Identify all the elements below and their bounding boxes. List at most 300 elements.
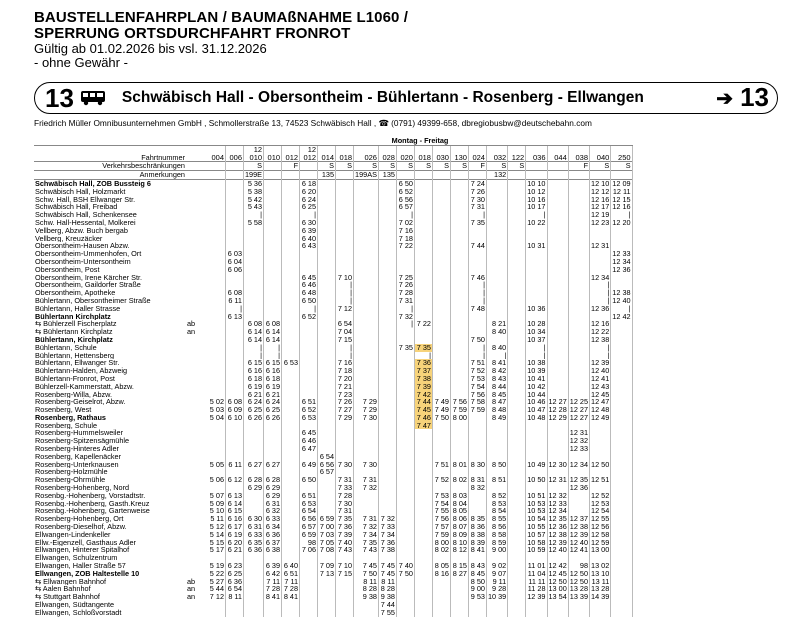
- time-cell: [244, 429, 264, 437]
- time-cell: 8 02: [450, 476, 468, 484]
- time-cell: [244, 445, 264, 453]
- time-cell: [208, 289, 226, 297]
- time-cell: 12 50: [548, 577, 567, 586]
- time-cell: [414, 445, 432, 453]
- time-cell: 8 38: [468, 531, 486, 539]
- fahrt-prefix-row: [34, 145, 632, 153]
- time-cell: [432, 203, 450, 211]
- time-cell: [244, 570, 264, 578]
- time-cell: 6 19: [244, 383, 264, 391]
- time-cell: [282, 227, 300, 235]
- time-cell: [611, 523, 632, 531]
- time-cell: [450, 609, 468, 617]
- time-cell: 8 30: [468, 461, 486, 469]
- time-cell: [378, 359, 396, 367]
- time-cell: [508, 344, 526, 352]
- time-cell: 7 58: [468, 398, 486, 406]
- time-cell: [508, 305, 526, 313]
- time-cell: [486, 258, 507, 266]
- time-cell: [378, 313, 396, 321]
- time-cell: [282, 203, 300, 211]
- time-cell: [208, 235, 226, 243]
- time-cell: 7 45: [354, 562, 379, 570]
- time-cell: 6 15: [244, 359, 264, 367]
- time-cell: [486, 219, 507, 227]
- time-cell: 7 45: [414, 406, 432, 414]
- time-cell: [354, 453, 379, 461]
- time-cell: 6 25: [244, 406, 264, 414]
- time-cell: 6 28: [244, 476, 264, 484]
- time-cell: [208, 468, 226, 476]
- time-cell: [354, 274, 379, 282]
- time-cell: 8 05: [432, 562, 450, 570]
- time-cell: 5 42: [244, 196, 264, 204]
- verkehr-cell: [226, 162, 244, 171]
- time-cell: [226, 196, 244, 204]
- time-cell: [590, 468, 611, 476]
- time-cell: 5 15: [209, 538, 224, 547]
- time-cell: 7 06: [300, 546, 318, 554]
- time-cell: [264, 609, 282, 617]
- time-cell: [318, 344, 336, 352]
- time-cell: [432, 242, 450, 250]
- time-cell: [547, 250, 568, 258]
- time-cell: [468, 313, 486, 321]
- header-line-2: SPERRUNG ORTSDURCHFAHRT FRONROT: [34, 25, 351, 42]
- time-cell: [450, 578, 468, 586]
- time-cell: 12 09: [612, 179, 631, 188]
- time-cell: 13 39: [569, 593, 589, 602]
- time-cell: 8 45: [486, 391, 507, 399]
- time-cell: [590, 484, 611, 492]
- time-cell: [486, 601, 507, 609]
- time-cell: [318, 492, 336, 500]
- verkehr-cell: [300, 162, 318, 171]
- fahrt-number-cell: 040: [590, 154, 611, 162]
- anmerkung-cell: [547, 171, 568, 180]
- time-cell: [486, 422, 507, 430]
- time-cell: [526, 297, 547, 305]
- time-cell: [336, 609, 354, 617]
- stop-name: Bühlertann, Obersontheimer Straße: [35, 296, 151, 305]
- stop-name: Schwäbisch Hall, Freibad: [35, 203, 118, 212]
- time-cell: [264, 179, 282, 187]
- time-cell: [432, 375, 450, 383]
- time-cell: [336, 429, 354, 437]
- time-cell: [526, 422, 547, 430]
- time-cell: [226, 242, 244, 250]
- time-cell: 12 34: [569, 460, 589, 469]
- time-cell: 12 37: [569, 515, 589, 524]
- time-cell: 7 15: [336, 336, 354, 344]
- time-cell: [611, 570, 632, 578]
- time-cell: [432, 313, 450, 321]
- time-cell: [378, 476, 396, 484]
- time-cell: [300, 468, 318, 476]
- time-cell: 7 34: [354, 531, 379, 539]
- time-cell: 12 38: [591, 335, 610, 344]
- arr-dep-marker: [186, 539, 208, 547]
- arr-dep-marker: [186, 235, 208, 243]
- time-cell: [244, 422, 264, 430]
- time-cell: [318, 422, 336, 430]
- time-cell: [508, 320, 526, 328]
- time-cell: 10 50: [527, 476, 546, 485]
- time-cell: |: [611, 211, 632, 219]
- operator-info: Friedrich Müller Omnibusunternehmen GmbH , Schmollerstraße 13, 74523 Schwäbisch Hall , ☎ (0791) 49399-658, dbregiobusbw@deutschebahn.com: [34, 118, 592, 128]
- table-row: [34, 593, 632, 601]
- time-cell: [414, 601, 432, 609]
- arr-dep-marker: [186, 507, 208, 515]
- time-cell: 7 16: [336, 359, 354, 367]
- time-cell: [450, 429, 468, 437]
- time-cell: 7 43: [336, 546, 354, 554]
- time-cell: 12 58: [591, 530, 610, 539]
- time-cell: |: [244, 344, 264, 352]
- time-cell: [486, 281, 507, 289]
- time-cell: 6 36: [264, 531, 282, 539]
- table-row: [34, 344, 632, 352]
- time-cell: 6 15: [226, 507, 244, 515]
- spacer-cell: [186, 162, 208, 171]
- time-cell: [526, 437, 547, 445]
- arr-dep-marker: [186, 437, 208, 445]
- time-cell: [318, 289, 336, 297]
- time-cell: [354, 313, 379, 321]
- time-cell: 7 27: [336, 406, 354, 414]
- time-cell: [208, 313, 226, 321]
- time-cell: [508, 188, 526, 196]
- time-cell: [414, 274, 432, 282]
- time-cell: [396, 266, 414, 274]
- time-cell: [244, 227, 264, 235]
- time-cell: [547, 188, 568, 196]
- fahrt-number-cell: 036: [526, 154, 547, 162]
- time-cell: [526, 258, 547, 266]
- time-cell: [354, 601, 379, 609]
- time-cell: [450, 242, 468, 250]
- arr-dep-marker: [186, 297, 208, 305]
- timetable: [34, 137, 633, 617]
- time-cell: [611, 367, 632, 375]
- time-cell: [318, 328, 336, 336]
- arr-dep-marker: [186, 476, 208, 484]
- time-cell: 12 34: [548, 507, 567, 516]
- time-cell: [378, 320, 396, 328]
- time-cell: 12 23: [591, 218, 610, 227]
- time-cell: [354, 609, 379, 617]
- time-cell: 13 02: [591, 562, 610, 570]
- anmerkung-cell: [611, 171, 632, 180]
- time-cell: 7 24: [468, 179, 486, 187]
- time-cell: [486, 203, 507, 211]
- time-cell: [336, 601, 354, 609]
- time-cell: [508, 484, 526, 492]
- time-cell: 10 34: [527, 328, 546, 336]
- time-cell: 6 14: [264, 336, 282, 344]
- time-cell: [547, 554, 568, 562]
- time-cell: 7 37: [414, 367, 432, 375]
- time-cell: [378, 344, 396, 352]
- time-cell: [396, 539, 414, 547]
- time-cell: [354, 258, 379, 266]
- time-cell: [486, 305, 507, 313]
- time-cell: [468, 500, 486, 508]
- time-cell: [468, 507, 486, 515]
- time-cell: [508, 578, 526, 586]
- stop-name: Bühlertann, Ellwanger Str.: [35, 359, 120, 368]
- time-cell: 9 11: [486, 578, 507, 586]
- time-cell: [244, 242, 264, 250]
- time-cell: [450, 445, 468, 453]
- time-cell: 8 41: [264, 593, 282, 601]
- time-cell: [508, 266, 526, 274]
- time-cell: 12 32: [548, 491, 567, 500]
- time-cell: 8 00: [432, 539, 450, 547]
- time-cell: [568, 305, 589, 313]
- time-cell: [432, 437, 450, 445]
- time-cell: 8 02: [432, 546, 450, 554]
- time-cell: [300, 359, 318, 367]
- timetable-header: [34, 10, 774, 70]
- time-cell: [547, 601, 568, 609]
- time-cell: [611, 429, 632, 437]
- time-cell: [547, 391, 568, 399]
- time-cell: [318, 398, 336, 406]
- time-cell: [318, 266, 336, 274]
- time-cell: [318, 219, 336, 227]
- time-cell: 7 13: [318, 570, 336, 578]
- arr-dep-marker: [186, 570, 208, 578]
- time-cell: 7 38: [414, 375, 432, 383]
- time-cell: [300, 367, 318, 375]
- time-cell: [244, 562, 264, 570]
- time-cell: 7 22: [414, 320, 432, 328]
- time-cell: 7 31: [336, 476, 354, 484]
- time-cell: 12 39: [548, 538, 567, 547]
- time-cell: [432, 196, 450, 204]
- time-cell: [508, 461, 526, 469]
- time-cell: 7 52: [468, 367, 486, 375]
- time-cell: [208, 484, 226, 492]
- time-cell: [378, 461, 396, 469]
- table-row: [34, 507, 632, 515]
- time-cell: [396, 546, 414, 554]
- time-cell: [414, 203, 432, 211]
- fahrt-prefix-cell: [208, 145, 226, 153]
- time-cell: [414, 336, 432, 344]
- time-cell: [396, 531, 414, 539]
- time-cell: [318, 383, 336, 391]
- time-cell: [450, 359, 468, 367]
- time-cell: [336, 242, 354, 250]
- time-cell: [244, 609, 264, 617]
- time-cell: [336, 445, 354, 453]
- time-cell: 6 08: [226, 398, 244, 406]
- time-cell: [568, 328, 589, 336]
- time-cell: 12 50: [569, 569, 589, 578]
- time-cell: [414, 437, 432, 445]
- time-cell: 6 30: [300, 219, 318, 227]
- time-cell: [432, 274, 450, 282]
- time-cell: [354, 507, 379, 515]
- time-cell: 7 54: [468, 383, 486, 391]
- time-cell: [226, 328, 244, 336]
- fahrt-number-cell: 038: [568, 154, 589, 162]
- stop-name: Rosenberg-Dieselhof, Abzw.: [35, 523, 127, 531]
- time-cell: [208, 601, 226, 609]
- time-cell: [568, 196, 589, 204]
- time-cell: 6 12: [226, 476, 244, 484]
- time-cell: [396, 585, 414, 593]
- time-cell: [486, 227, 507, 235]
- time-cell: 6 48: [300, 289, 318, 297]
- stop-name: Bühlertann, Kirchplatz: [35, 335, 113, 344]
- time-cell: [414, 562, 432, 570]
- time-cell: 7 40: [336, 539, 354, 547]
- table-row: [34, 468, 632, 476]
- time-cell: [378, 367, 396, 375]
- time-cell: [264, 274, 282, 282]
- time-cell: 8 12: [450, 546, 468, 554]
- time-cell: [378, 328, 396, 336]
- verkehr-cell: S: [450, 162, 468, 171]
- time-cell: [547, 383, 568, 391]
- time-cell: [336, 578, 354, 586]
- time-cell: 6 21: [244, 391, 264, 399]
- time-cell: [354, 219, 379, 227]
- time-cell: [282, 320, 300, 328]
- time-cell: [378, 352, 396, 360]
- time-cell: [611, 562, 632, 570]
- time-cell: 7 12: [336, 305, 354, 313]
- time-cell: [432, 235, 450, 243]
- time-cell: [508, 531, 526, 539]
- arr-dep-marker: [186, 359, 208, 367]
- table-row: [34, 375, 632, 383]
- table-row: [34, 336, 632, 344]
- time-cell: [611, 391, 632, 399]
- time-cell: [244, 274, 264, 282]
- time-cell: [611, 328, 632, 336]
- fahrt-prefix-cell: [282, 145, 300, 153]
- time-cell: 7 26: [468, 188, 486, 196]
- fahrt-prefix-cell: [432, 145, 450, 153]
- time-cell: 7 31: [468, 203, 486, 211]
- time-cell: [282, 313, 300, 321]
- time-cell: 6 16: [244, 367, 264, 375]
- time-cell: [226, 422, 244, 430]
- time-cell: [282, 219, 300, 227]
- verkehr-cell: S: [611, 162, 632, 171]
- stop-name: Bühlertann, Hettensberg: [35, 351, 115, 360]
- stop-name: Schw. Hall, BSH Ellwanger Str.: [35, 195, 136, 204]
- time-cell: [590, 429, 611, 437]
- time-cell: [300, 601, 318, 609]
- time-cell: [450, 289, 468, 297]
- time-cell: [468, 468, 486, 476]
- fahrt-prefix-cell: [226, 145, 244, 153]
- time-cell: 12 43: [591, 382, 610, 391]
- time-cell: 8 40: [486, 328, 507, 336]
- time-cell: [354, 554, 379, 562]
- time-cell: [244, 266, 264, 274]
- time-cell: 6 31: [264, 500, 282, 508]
- time-cell: [282, 445, 300, 453]
- time-cell: [526, 484, 547, 492]
- time-cell: [282, 367, 300, 375]
- time-cell: [244, 297, 264, 305]
- time-cell: 8 54: [486, 507, 507, 515]
- time-cell: 8 09: [450, 531, 468, 539]
- time-cell: 6 21: [226, 546, 244, 554]
- time-cell: [378, 500, 396, 508]
- arr-dep-marker: [186, 344, 208, 352]
- time-cell: [432, 258, 450, 266]
- time-cell: [547, 359, 568, 367]
- time-cell: [396, 422, 414, 430]
- time-cell: 7 54: [432, 500, 450, 508]
- time-cell: 8 16: [432, 570, 450, 578]
- time-cell: [432, 289, 450, 297]
- time-cell: [432, 352, 450, 360]
- time-cell: [282, 188, 300, 196]
- time-cell: [568, 258, 589, 266]
- time-cell: [282, 523, 300, 531]
- time-cell: 7 53: [432, 492, 450, 500]
- time-cell: [336, 219, 354, 227]
- time-cell: [526, 554, 547, 562]
- time-cell: 6 53: [300, 414, 318, 422]
- time-cell: 6 03: [226, 250, 244, 258]
- time-cell: 12 31: [569, 429, 589, 438]
- time-cell: 6 37: [264, 539, 282, 547]
- time-cell: [547, 422, 568, 430]
- time-cell: [226, 367, 244, 375]
- time-cell: [508, 422, 526, 430]
- time-cell: [282, 422, 300, 430]
- stop-name: Rosenberg-Willa, Abzw.: [35, 390, 113, 399]
- time-cell: [611, 554, 632, 562]
- time-cell: [450, 468, 468, 476]
- time-cell: [208, 227, 226, 235]
- stop-name: Obersontheim, Gaildorfer Straße: [35, 281, 141, 290]
- time-cell: 12 33: [569, 445, 589, 453]
- time-cell: [282, 484, 300, 492]
- time-cell: 13 00: [591, 546, 610, 555]
- time-cell: 12 33: [612, 250, 631, 258]
- time-cell: [414, 289, 432, 297]
- time-cell: [611, 531, 632, 539]
- time-cell: [378, 235, 396, 243]
- time-cell: [468, 328, 486, 336]
- time-cell: 12 39: [569, 530, 589, 539]
- time-cell: [378, 196, 396, 204]
- time-cell: [508, 507, 526, 515]
- time-cell: 12 30: [548, 460, 567, 469]
- time-cell: [354, 203, 379, 211]
- time-cell: 7 29: [354, 398, 379, 406]
- time-cell: [318, 313, 336, 321]
- time-cell: [432, 445, 450, 453]
- time-cell: [282, 609, 300, 617]
- time-cell: [208, 437, 226, 445]
- time-cell: |: [264, 344, 282, 352]
- verkehr-label: Verkehrsbeschränkungen: [34, 162, 186, 171]
- stop-name: Schwäbisch Hall, ZOB Bussteig 6: [34, 179, 186, 187]
- stop-name: Schwäbisch Hall, Schenkensee: [35, 211, 137, 219]
- time-cell: 7 45: [378, 570, 396, 578]
